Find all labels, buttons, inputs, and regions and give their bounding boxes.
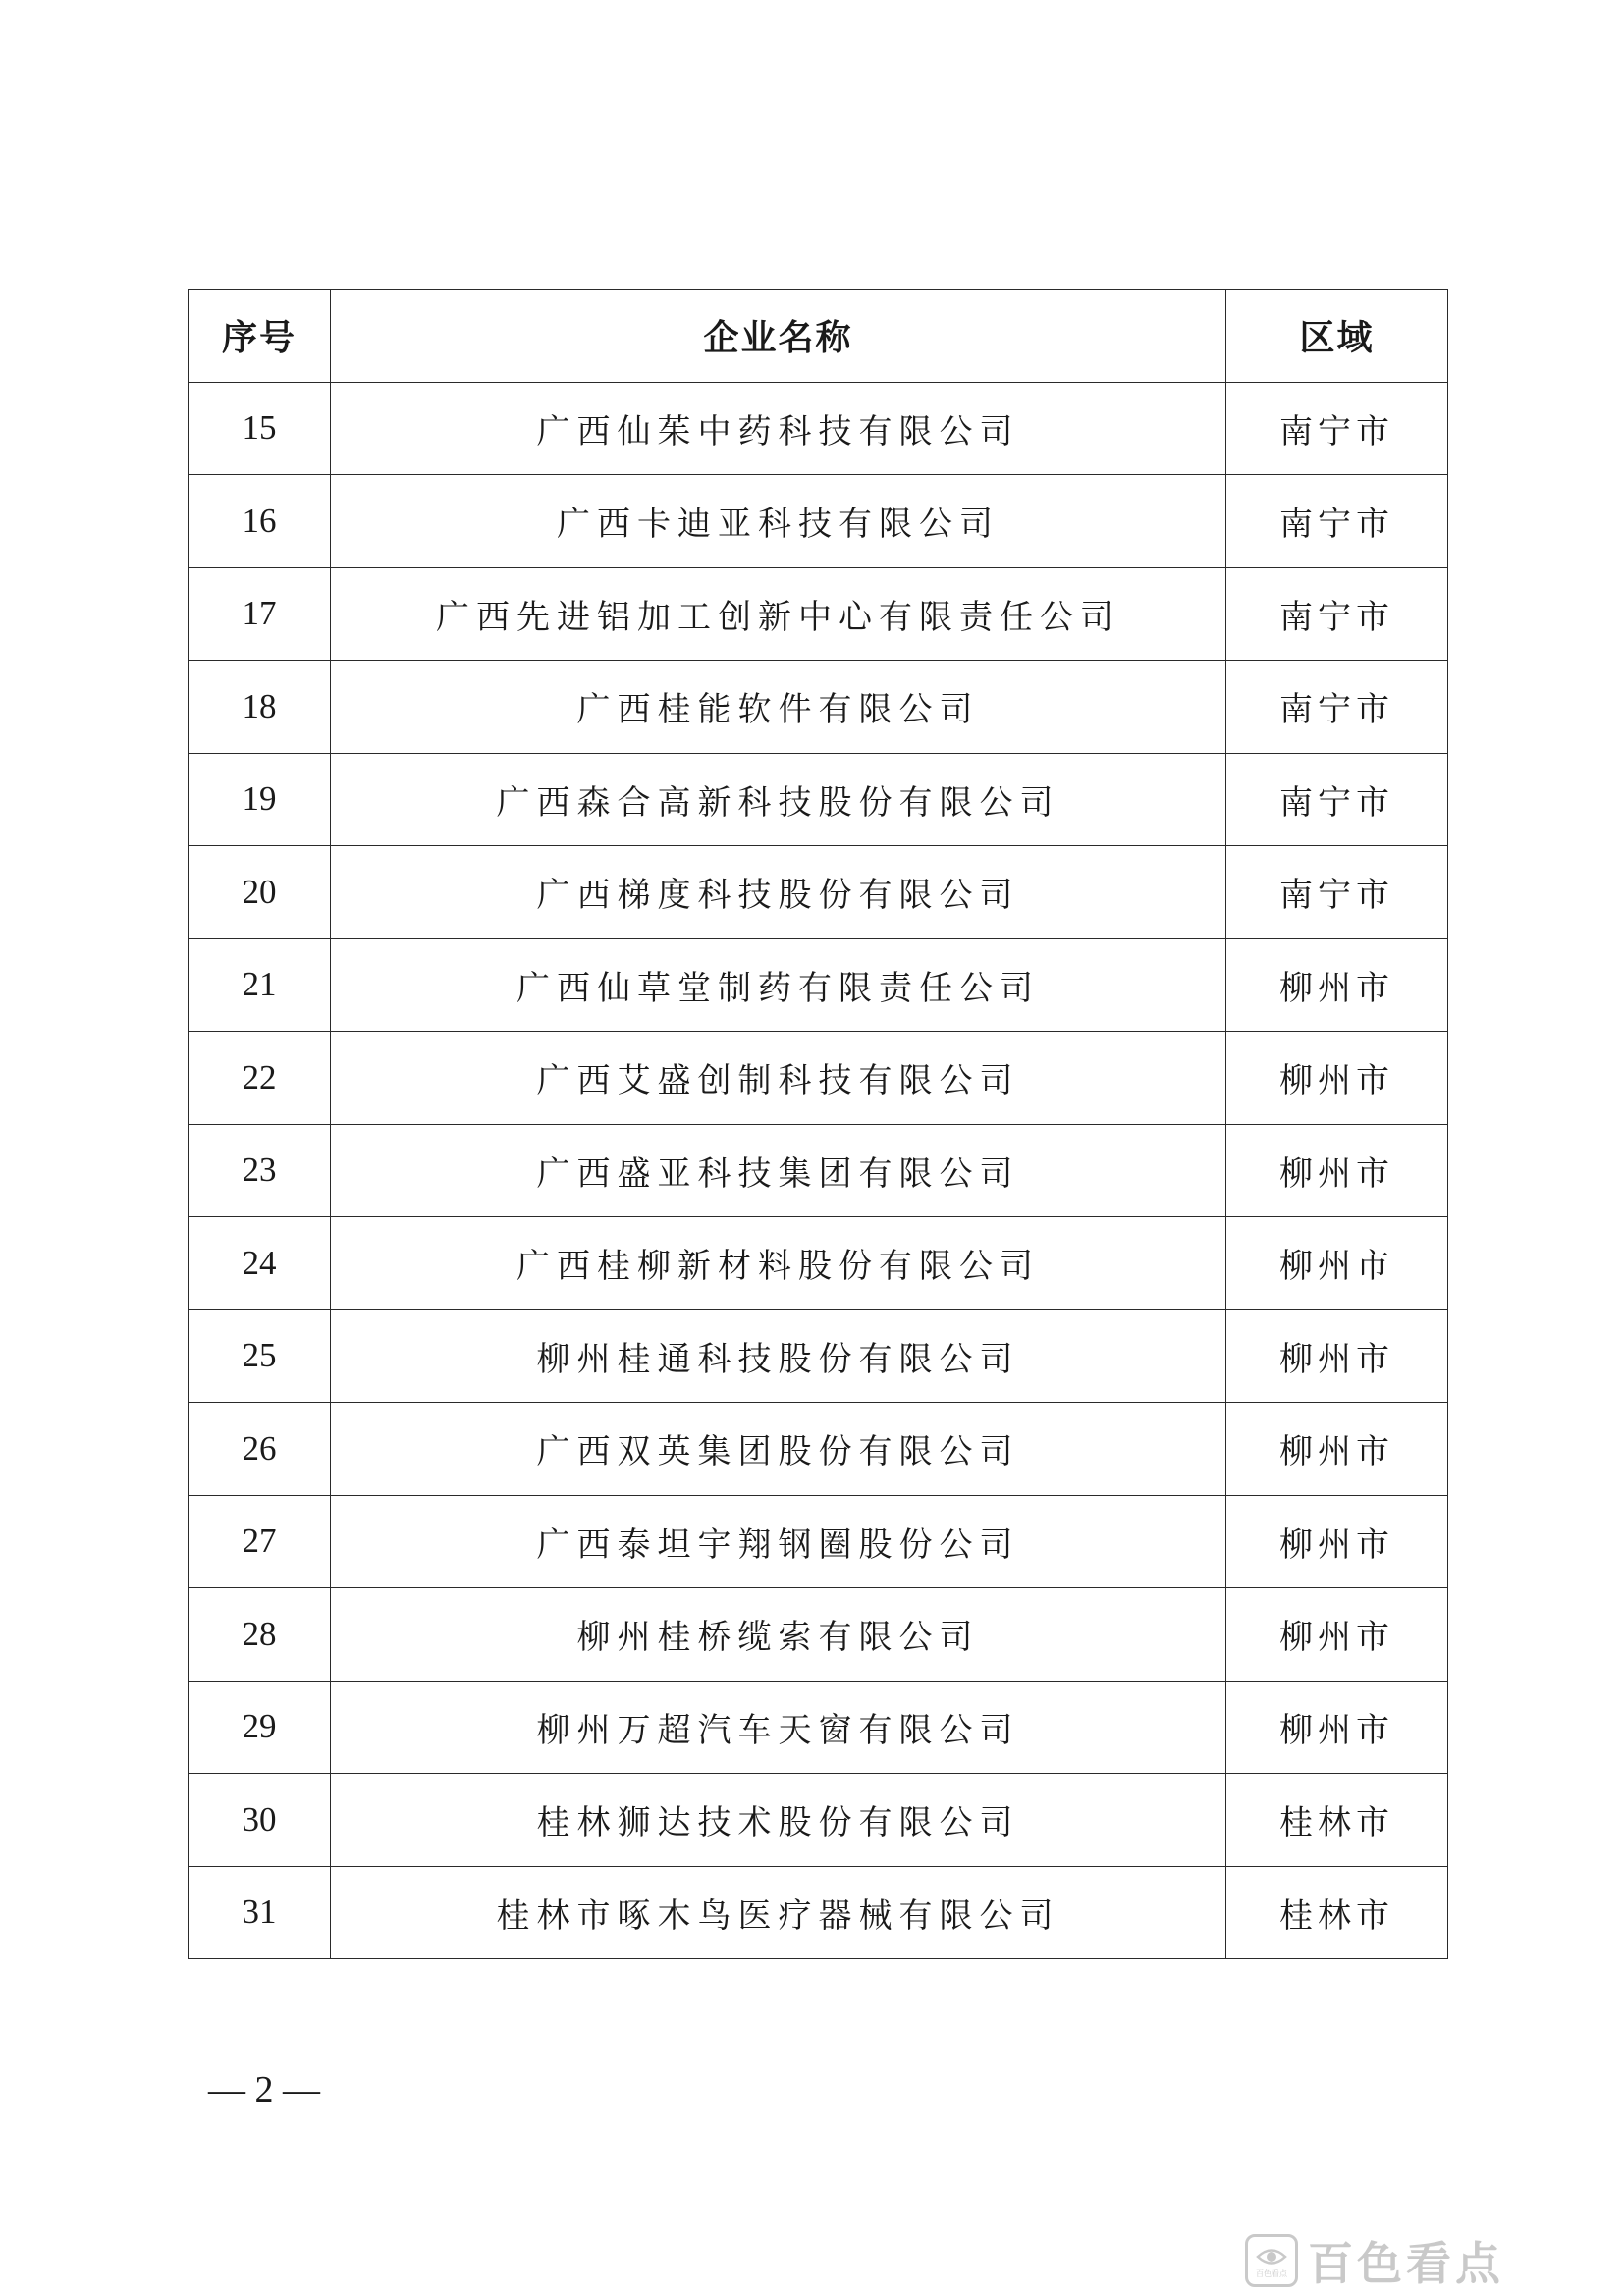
row-serial-number: 25 bbox=[189, 1309, 331, 1403]
row-serial-number: 30 bbox=[189, 1774, 331, 1867]
watermark bbox=[1245, 2228, 1504, 2293]
row-enterprise-name: 广西泰坦宇翔钢圈股份公司 bbox=[331, 1495, 1226, 1588]
header-enterprise-name: 企业名称 bbox=[331, 290, 1226, 383]
row-serial-number: 21 bbox=[189, 938, 331, 1032]
header-region: 区域 bbox=[1226, 290, 1448, 383]
row-enterprise-name: 柳州桂通科技股份有限公司 bbox=[331, 1309, 1226, 1403]
row-serial-number: 29 bbox=[189, 1681, 331, 1774]
row-enterprise-name: 柳州万超汽车天窗有限公司 bbox=[331, 1681, 1226, 1774]
row-serial-number: 15 bbox=[189, 382, 331, 475]
table-row bbox=[189, 567, 1448, 661]
row-enterprise-name: 桂林狮达技术股份有限公司 bbox=[331, 1774, 1226, 1867]
row-serial-number: 24 bbox=[189, 1217, 331, 1310]
table-row bbox=[189, 382, 1448, 475]
row-region: 柳州市 bbox=[1226, 938, 1448, 1032]
row-enterprise-name: 柳州桂桥缆索有限公司 bbox=[331, 1588, 1226, 1682]
row-enterprise-name: 广西森合高新科技股份有限公司 bbox=[331, 753, 1226, 846]
header-serial-number: 序号 bbox=[189, 290, 331, 383]
table-row bbox=[189, 846, 1448, 939]
table-row bbox=[189, 1681, 1448, 1774]
row-serial-number: 18 bbox=[189, 661, 331, 754]
table-body bbox=[189, 382, 1448, 1959]
table-row bbox=[189, 1588, 1448, 1682]
table-row bbox=[189, 1217, 1448, 1310]
row-enterprise-name: 广西仙茱中药科技有限公司 bbox=[331, 382, 1226, 475]
row-serial-number: 22 bbox=[189, 1032, 331, 1125]
row-region: 柳州市 bbox=[1226, 1217, 1448, 1310]
row-enterprise-name: 广西桂柳新材料股份有限公司 bbox=[331, 1217, 1226, 1310]
row-serial-number: 17 bbox=[189, 567, 331, 661]
row-region: 南宁市 bbox=[1226, 661, 1448, 754]
row-region: 桂林市 bbox=[1226, 1774, 1448, 1867]
row-serial-number: 28 bbox=[189, 1588, 331, 1682]
row-region: 桂林市 bbox=[1226, 1866, 1448, 1959]
row-region: 柳州市 bbox=[1226, 1032, 1448, 1125]
table-row bbox=[189, 1774, 1448, 1867]
table-row bbox=[189, 1124, 1448, 1217]
row-enterprise-name: 广西双英集团股份有限公司 bbox=[331, 1403, 1226, 1496]
row-region: 柳州市 bbox=[1226, 1588, 1448, 1682]
page-number: — 2 — bbox=[208, 2069, 320, 2110]
row-region: 南宁市 bbox=[1226, 567, 1448, 661]
table-row bbox=[189, 753, 1448, 846]
table-row bbox=[189, 1309, 1448, 1403]
table-row bbox=[189, 1032, 1448, 1125]
row-region: 柳州市 bbox=[1226, 1403, 1448, 1496]
watermark-text: 百色看点 bbox=[1308, 2237, 1504, 2290]
watermark-logo-text: 百色看点 bbox=[1256, 2269, 1287, 2278]
row-region: 柳州市 bbox=[1226, 1309, 1448, 1403]
table-row bbox=[189, 1866, 1448, 1959]
row-region: 南宁市 bbox=[1226, 475, 1448, 568]
row-enterprise-name: 广西先进铝加工创新中心有限责任公司 bbox=[331, 567, 1226, 661]
row-serial-number: 31 bbox=[189, 1866, 331, 1959]
row-enterprise-name: 桂林市啄木鸟医疗器械有限公司 bbox=[331, 1866, 1226, 1959]
row-region: 柳州市 bbox=[1226, 1681, 1448, 1774]
row-region: 南宁市 bbox=[1226, 846, 1448, 939]
table-row bbox=[189, 661, 1448, 754]
row-enterprise-name: 广西仙草堂制药有限责任公司 bbox=[331, 938, 1226, 1032]
eye-logo-icon bbox=[1255, 2244, 1288, 2269]
table-row bbox=[189, 1495, 1448, 1588]
row-enterprise-name: 广西艾盛创制科技有限公司 bbox=[331, 1032, 1226, 1125]
table-row bbox=[189, 475, 1448, 568]
table-header bbox=[189, 290, 1448, 383]
row-region: 南宁市 bbox=[1226, 382, 1448, 475]
table-row bbox=[189, 938, 1448, 1032]
row-region: 南宁市 bbox=[1226, 753, 1448, 846]
header-row bbox=[189, 290, 1448, 383]
row-serial-number: 27 bbox=[189, 1495, 331, 1588]
table-row bbox=[189, 1403, 1448, 1496]
row-serial-number: 16 bbox=[189, 475, 331, 568]
enterprise-list-table bbox=[188, 289, 1448, 1959]
row-serial-number: 23 bbox=[189, 1124, 331, 1217]
row-enterprise-name: 广西桂能软件有限公司 bbox=[331, 661, 1226, 754]
row-serial-number: 26 bbox=[189, 1403, 331, 1496]
row-enterprise-name: 广西梯度科技股份有限公司 bbox=[331, 846, 1226, 939]
row-serial-number: 20 bbox=[189, 846, 331, 939]
row-serial-number: 19 bbox=[189, 753, 331, 846]
row-region: 柳州市 bbox=[1226, 1124, 1448, 1217]
row-enterprise-name: 广西卡迪亚科技有限公司 bbox=[331, 475, 1226, 568]
row-enterprise-name: 广西盛亚科技集团有限公司 bbox=[331, 1124, 1226, 1217]
baise-kandian-logo-icon bbox=[1245, 2234, 1298, 2287]
row-region: 柳州市 bbox=[1226, 1495, 1448, 1588]
